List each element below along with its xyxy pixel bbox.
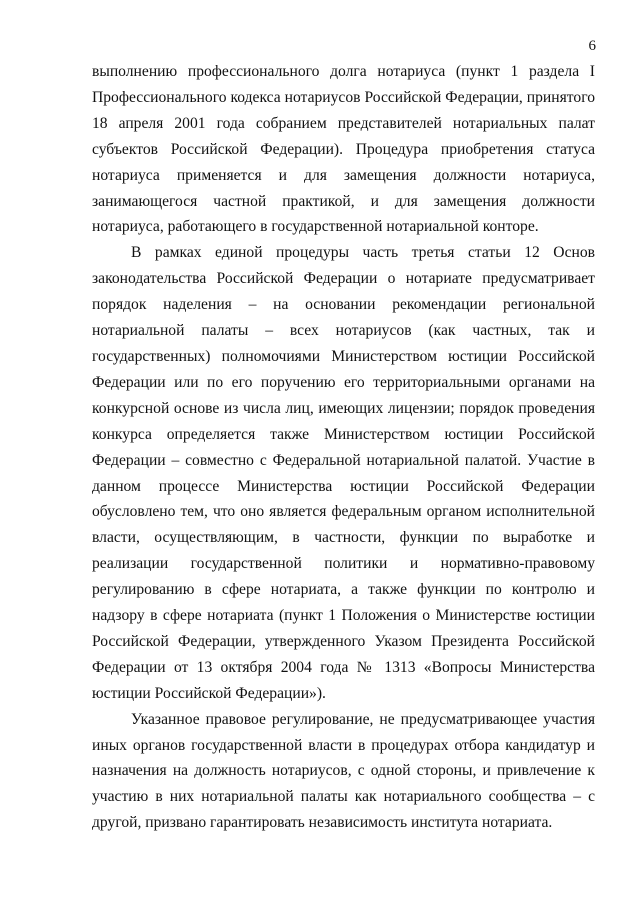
paragraph-regulation: Указанное правовое регулирование, не предусматривающее участия иных органов государственной власти в процедурах отбора кандидатур и назначения на должность нотариусов, с одной стороны, и привлечение к участию в них нотариальной палаты как нотариального сообщества – с другой, призвано гарантировать независимость института нотариата.	[92, 710, 595, 832]
page-number: 6	[588, 38, 596, 54]
document-body	[92, 59, 595, 836]
paragraph-procedure: В рамках единой процедуры часть третья статьи 12 Основ законодательства Российской Федерации о нотариате предусматривает порядок наделения – на основании рекомендации региональной нотариальной палаты – всех нотариусов (как частных, так и государственных) полномочиями Министерством юстиции Российской Федерации или по его поручению его территориальными органами на конкурсной основе из числа лиц, имеющих лицензии; порядок проведения конкурса определяется также Министерством юстиции Российской Федерации – совместно с Федеральной нотариальной палатой. Участие в данном процессе Министерства юстиции Российской Федерации обусловлено тем, что оно является федеральным органом исполнительной власти, осуществляющим, в частности, функции по выработке и реализации государственной политики и нормативно-правовому регулированию в сфере нотариата, а также функции по контролю и надзору в сфере нотариата (пункт 1 Положения о Министерстве юстиции Российской Федерации, утвержденного Указом Президента Российской Федерации от 13 октября 2004 года № 1313 «Вопросы Министерства юстиции Российской Федерации»).	[92, 244, 595, 702]
paragraph-continuation: выполнению профессионального долга нотариуса (пункт 1 раздела I Профессионального кодекса нотариусов Российской Федерации, принятого 18 апреля 2001 года собранием представителей нотариальных палат субъектов Российской Федерации). Процедура приобретения статуса нотариуса применяется и для замещения должности нотариуса, занимающегося частной практикой, и для замещения должности нотариуса, работающего в государственной нотариальной конторе.	[92, 63, 595, 236]
